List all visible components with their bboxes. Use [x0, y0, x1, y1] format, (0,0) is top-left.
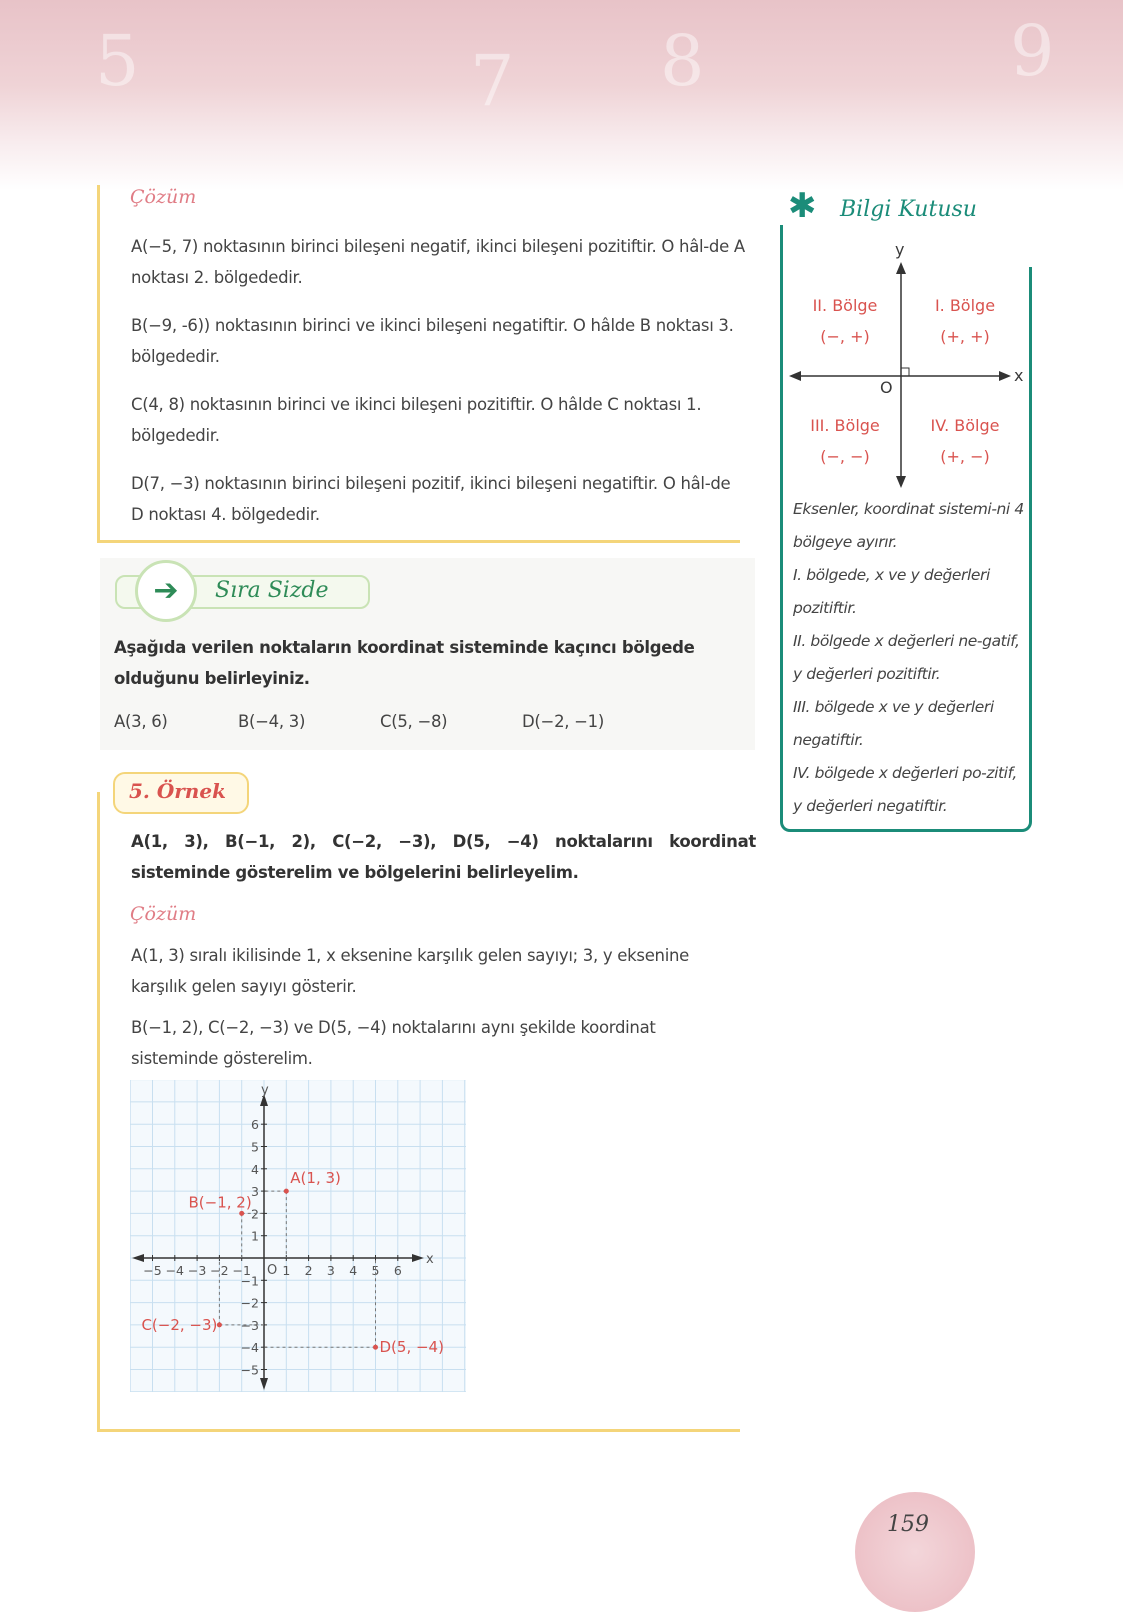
bilgi-notes [793, 493, 1025, 823]
point-label: A(1, 3) [290, 1169, 341, 1188]
solution-paragraph: C(4, 8) noktasının birinci ve ikinci bileşeni pozitiftir. O hâlde C noktası 1. bölgededir. [131, 395, 702, 445]
x-tick-label: 3 [326, 1263, 335, 1278]
y-tick-label: −5 [240, 1362, 259, 1378]
data-point [284, 1189, 289, 1194]
solution-body [131, 940, 746, 1074]
quadrant-name: II. Bölge [812, 296, 878, 315]
x-tick-label: −1 [232, 1263, 251, 1278]
quadrant-1 [925, 290, 1005, 352]
example-question: A(1, 3), B(−1, 2), C(−2, −3), D(5, −4) noktalarını koordinat sisteminde gösterelim ve bölgelerini belirleyelim. [131, 832, 756, 882]
coordinate-graph [130, 1080, 466, 1392]
data-point [217, 1322, 222, 1327]
axis-y-label: y [895, 240, 905, 259]
y-tick-label: −3 [240, 1317, 259, 1333]
note: I. bölgede, x ve y değerleri pozitiftir. [793, 566, 990, 617]
quadrant-4 [925, 410, 1005, 472]
axis-x-label: x [1014, 366, 1024, 385]
solution-paragraph: B(−1, 2), C(−2, −3) ve D(5, −4) noktalarını aynı şekilde koordinat sisteminde gösterelim. [131, 1018, 656, 1068]
bg-digit: 7 [470, 40, 515, 122]
y-tick-label: 4 [251, 1161, 259, 1177]
y-tick-label: 3 [251, 1184, 259, 1200]
quadrant-name: III. Bölge [810, 416, 880, 435]
y-tick-label: 2 [251, 1206, 259, 1222]
y-axis-label: y [261, 1083, 269, 1098]
origin-label: O [880, 378, 893, 397]
sira-sizde-title: Sıra Sizde [215, 578, 329, 603]
page-number-badge [855, 1492, 975, 1612]
page-number: 159 [887, 1512, 929, 1537]
sira-sizde-point: C(5, −8) [380, 712, 448, 731]
solution-paragraph: A(−5, 7) noktasının birinci bileşeni negatif, ikinci bileşeni pozitiftir. O hâl-de A noktası 2. bölgededir. [131, 237, 745, 287]
quadrant-signs: (−, +) [820, 327, 870, 346]
point-label: D(5, −4) [379, 1338, 444, 1357]
x-tick-label: 5 [371, 1263, 380, 1278]
x-tick-label: 6 [393, 1263, 402, 1278]
sira-sizde-point: A(3, 6) [114, 712, 168, 731]
bilgi-kutusu-title: Bilgi Kutusu [840, 197, 977, 222]
data-point [373, 1345, 378, 1350]
bracket-line [97, 1429, 740, 1432]
x-tick-label: 2 [304, 1263, 313, 1278]
page-header-banner [0, 0, 1123, 190]
quadrant-signs: (−, −) [820, 447, 870, 466]
x-tick-label: 4 [349, 1263, 358, 1278]
bg-digit: 9 [1010, 10, 1055, 92]
y-tick-label: 1 [251, 1228, 259, 1244]
point-label: C(−2, −3) [141, 1315, 218, 1334]
runner-arrow-icon: ➔ [135, 560, 197, 622]
data-point [239, 1211, 244, 1216]
quadrant-2 [805, 290, 885, 352]
y-tick-label: −2 [240, 1295, 259, 1311]
bg-digit: 8 [660, 20, 705, 102]
x-axis-label: x [426, 1252, 434, 1267]
sira-sizde-point: D(−2, −1) [522, 712, 605, 731]
note: Eksenler, koordinat sistemi-ni 4 bölgeye ayırır. [793, 500, 1024, 551]
quadrant-signs: (+, −) [940, 447, 990, 466]
y-tick-label: −4 [240, 1340, 259, 1356]
quadrant-signs: (+, +) [940, 327, 990, 346]
note: II. bölgede x değerleri ne-gatif, y değerleri pozitiftir. [793, 632, 1020, 683]
x-tick-label: −3 [187, 1263, 207, 1278]
origin-label: O [267, 1263, 278, 1278]
note: IV. bölgede x değerleri po-zitif, y değerleri negatiftir. [793, 764, 1017, 815]
bracket-line [97, 185, 100, 542]
quadrant-name: IV. Bölge [930, 416, 1000, 435]
mascot-icon: ✱ [788, 186, 817, 226]
solution-body [131, 231, 746, 530]
quadrant-3 [805, 410, 885, 472]
bg-digit: 5 [95, 20, 140, 102]
solution-heading: Çözüm [130, 903, 197, 925]
example-label-text: 5. Örnek [129, 779, 226, 803]
solution-heading: Çözüm [130, 186, 197, 208]
x-tick-label: 1 [282, 1263, 291, 1278]
x-tick-label: −2 [210, 1263, 229, 1278]
sira-sizde-point: B(−4, 3) [238, 712, 306, 731]
quadrant-name: I. Bölge [934, 296, 996, 315]
y-tick-label: 5 [251, 1139, 259, 1155]
x-tick-label: −5 [143, 1263, 162, 1278]
solution-paragraph: D(7, −3) noktasının birinci bileşeni pozitif, ikinci bileşeni negatiftir. O hâl-de D noktası 4. bölgededir. [131, 474, 731, 524]
point-label: B(−1, 2) [188, 1193, 252, 1212]
y-tick-label: −1 [240, 1273, 259, 1289]
solution-paragraph: B(−9, -6)) noktasının birinci ve ikinci bileşeni negatiftir. O hâlde B noktası 3. bölgededir. [131, 316, 734, 366]
note: III. bölgede x ve y değerleri negatiftir. [793, 698, 994, 749]
x-tick-label: −4 [165, 1263, 185, 1278]
example-label [113, 772, 249, 814]
bracket-line [97, 540, 740, 543]
y-tick-label: 6 [251, 1117, 259, 1133]
sira-sizde-question: Aşağıda verilen noktaların koordinat sisteminde kaçıncı bölgede olduğunu belirleyiniz. [114, 638, 695, 688]
bracket-line [97, 792, 100, 1432]
solution-paragraph: A(1, 3) sıralı ikilisinde 1, x eksenine karşılık gelen sayıyı; 3, y eksenine karşılık gelen sayıyı gösterir. [131, 946, 690, 996]
